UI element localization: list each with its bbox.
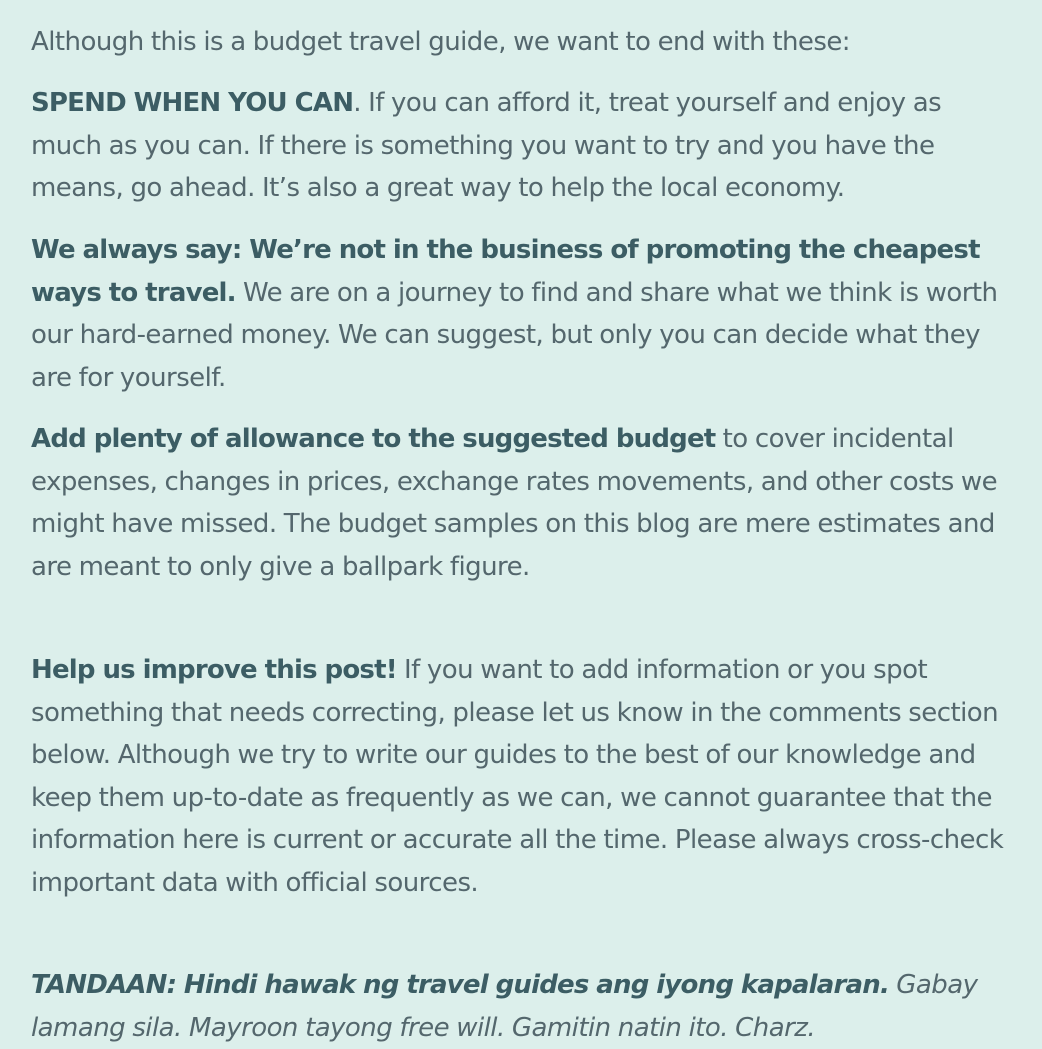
always-say-lead: We always say: We’re not in the business of promoting the cheapest ways to travel. bbox=[31, 235, 980, 308]
spend-paragraph bbox=[31, 82, 1016, 210]
intro-text: Although this is a budget travel guide, we want to end with these: bbox=[31, 27, 850, 57]
always-say-paragraph bbox=[31, 229, 1016, 399]
spend-text: . If you can afford it, treat yourself and enjoy as much as you can. If there is something you want to try and you have the means, go ahead. It’s also a great way to help the local economy. bbox=[31, 88, 942, 203]
closing-lead: TANDAAN: Hindi hawak ng travel guides ang iyong kapalaran. bbox=[31, 970, 890, 1000]
closing-text: Gabay lamang sila. Mayroon tayong free will. Gamitin natin ito. Charz. bbox=[31, 970, 978, 1043]
budget-allowance-paragraph bbox=[31, 418, 1016, 588]
spend-lead: SPEND WHEN YOU CAN bbox=[31, 88, 354, 118]
always-say-text: We are on a journey to find and share what we think is worth our hard-earned money. We can suggest, but only you can decide what they are for yourself. bbox=[31, 277, 998, 393]
budget-allowance-lead: Add plenty of allowance to the suggested budget bbox=[31, 424, 716, 454]
closing-paragraph bbox=[31, 964, 1016, 1049]
help-improve-paragraph bbox=[31, 649, 1016, 904]
help-improve-lead: Help us improve this post! bbox=[31, 655, 397, 685]
budget-allowance-text: to cover incidental expenses, changes in prices, exchange rates movements, and other costs we might have missed. The budget samples on this blog are mere estimates and are meant to only give a ballpark figure. bbox=[31, 424, 998, 582]
help-improve-text: If you want to add information or you spot something that needs correcting, please let us know in the comments section below. Although we try to write our guides to the best of our knowledge and keep them up-to-date as frequently as we can, we cannot guarantee that the information here is current or accurate all the time. Please always cross-check important data with official sources. bbox=[31, 655, 1004, 898]
